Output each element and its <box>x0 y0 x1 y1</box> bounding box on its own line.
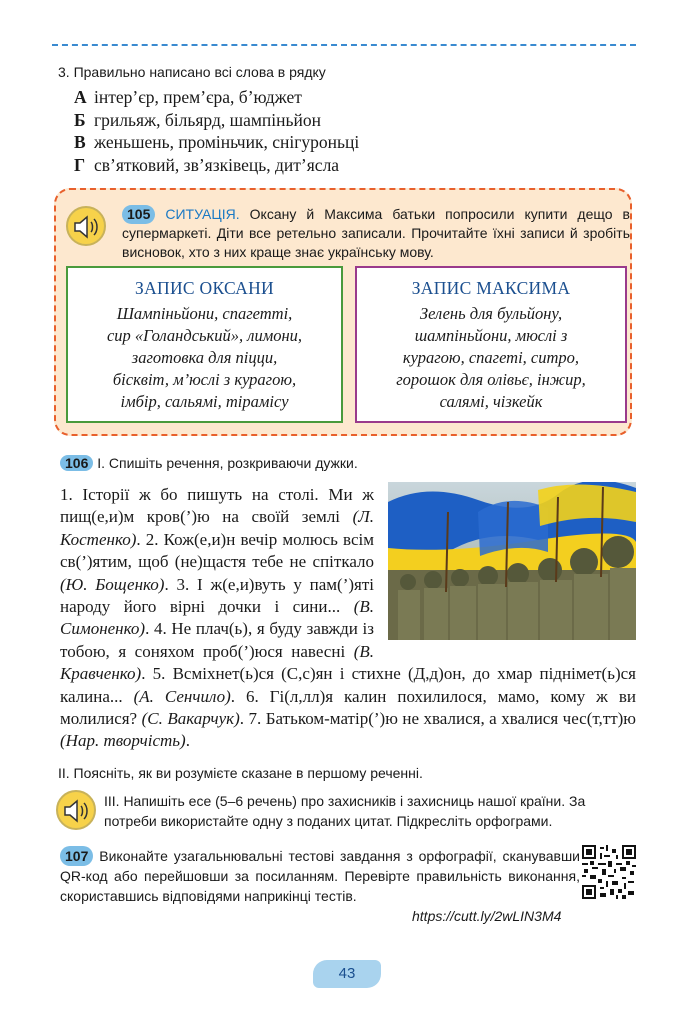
exercise-106-sentences <box>60 484 636 753</box>
list-line: салямі, чізкейк <box>439 392 543 411</box>
list-line: заготовка для піцци, <box>131 348 278 367</box>
page-number: 43 <box>313 960 381 988</box>
test-link[interactable]: https://cutt.ly/2wLIN3M4 <box>412 908 562 924</box>
option-d[interactable] <box>74 154 359 177</box>
exercise-106-task-2: ІІ. Поясніть, як ви розумієте сказане в першому реченні. <box>58 765 423 781</box>
list-line: Шампіньйони, спагетті, <box>116 304 293 323</box>
sentence-fragment: . 3. І ж(е,и)вуть у пам(’)яті народу його вірні дочки і сини... <box>60 574 375 617</box>
list-line: курагою, спагеті, ситро, <box>402 348 580 367</box>
exercise-number-badge: 107 <box>60 846 93 866</box>
sentence-fragment: . 7. Батьком-матір(’)ю не хвалися, а хвалися чес(т,тт)ю <box>239 709 636 729</box>
exercise-number-badge: 105 <box>122 205 155 224</box>
option-text: женьшень, проміньчик, снігуроньці <box>94 132 360 152</box>
author-citation: (В. Симоненко) <box>60 597 374 639</box>
author-citation: (С. Вакарчук) <box>141 709 240 729</box>
list-line: Зелень для бульйону, <box>419 304 563 323</box>
exercise-105-text <box>122 205 630 262</box>
task-text: Виконайте узагальнювальні тестові завдання з орфографії, сканувавши QR-код або перейшовши за посиланням. Перевірте правильність виконання, скориставшись відповідями наприкінці тестів. <box>60 848 580 904</box>
author-citation: (А. Сенчило) <box>133 686 231 706</box>
option-letter: А <box>74 87 87 107</box>
sentence-fragment: 1. Історії ж бо пишуть на столі. Ми ж пищ(е,и)м кров(’)ю на своїй землі <box>60 485 374 527</box>
option-text: св’ятковий, зв’язківець, дит’ясла <box>94 154 340 175</box>
option-letter: В <box>74 132 86 152</box>
situation-label: СИТУАЦІЯ. <box>165 206 240 222</box>
speaker-icon[interactable] <box>56 790 96 830</box>
list-line: імбір, сальямі, тірамісу <box>120 392 289 411</box>
speaker-icon[interactable] <box>66 206 106 246</box>
list-line: горошок для олівьє, інжир, <box>396 370 586 389</box>
author-citation: (Л. Костенко) <box>60 507 374 549</box>
soldiers-flags-photo <box>388 482 636 640</box>
sentence-fragment: . 6. Гі(л,лл)я калин похилилося, мамо, кому ж ви молилися? <box>60 686 636 729</box>
option-letter: Г <box>74 154 86 175</box>
list-line: шампіньйони, мюслі з <box>414 326 568 345</box>
option-letter: Б <box>74 109 86 130</box>
sentence-fragment: . 5. Всміхнет(ь)ся (С,с)ян і стихне (Д,д)он, до хмар піднімет(ь)ся калина... <box>60 664 636 706</box>
card-title: ЗАПИС МАКСИМА <box>411 278 571 298</box>
option-a[interactable] <box>74 86 359 109</box>
option-text: грильяж, більярд, шампіньйон <box>94 109 321 130</box>
maksym-list-card <box>355 266 627 423</box>
sentence-fragment: . <box>185 731 190 751</box>
oksana-list-card <box>66 266 343 423</box>
option-b[interactable] <box>74 109 359 132</box>
qr-code[interactable] <box>582 845 636 899</box>
card-title: ЗАПИС ОКСАНИ <box>135 278 274 298</box>
card-body <box>357 303 625 413</box>
exercise-number-badge: 106 <box>60 455 93 471</box>
author-citation: (В. Кравченко) <box>60 641 374 684</box>
sentence-fragment: . 2. Кож(е,и)н вечір молюсь всім св(’)ятим, щоб (не)щастя тебе не спіткало <box>60 529 374 572</box>
list-line: сир «Голандський», лимони, <box>106 326 303 345</box>
exercise-107-text <box>60 846 580 906</box>
option-c[interactable] <box>74 131 359 154</box>
situation-description: Оксану й Максима батьки попросили купити дещо в супермаркеті. Діти все ретельно записали. Прочитайте їхні записи й зробіть висновок, хто з них краще знає українську мову. <box>122 206 630 260</box>
list-line: бісквіт, м’юслі з курагою, <box>112 370 297 389</box>
exercise-106-task-3: ІІІ. Напишіть есе (5–6 речень) про захисників і захисниць нашої країни. За потреби використайте одну з поданих цитат. Підкресліть орфограми. <box>104 793 586 829</box>
exercise-106-task-1 <box>60 455 358 471</box>
author-citation: (Ю. Бощенко) <box>60 574 165 594</box>
sentence-fragment: . 4. Не плач(ь), я буду завжди із тобою, я соняхом проб(’)юся навесні <box>60 619 374 661</box>
option-text: інтер’єр, прем’єра, б’юджет <box>94 87 302 107</box>
card-body <box>68 303 341 413</box>
top-dashed-rule <box>52 44 636 46</box>
answer-options <box>74 86 359 176</box>
question-3-prompt: 3. Правильно написано всі слова в рядку <box>58 64 326 80</box>
task-text: І. Спишіть речення, розкриваючи дужки. <box>97 455 358 471</box>
author-citation: (Нар. творчість) <box>60 731 186 751</box>
